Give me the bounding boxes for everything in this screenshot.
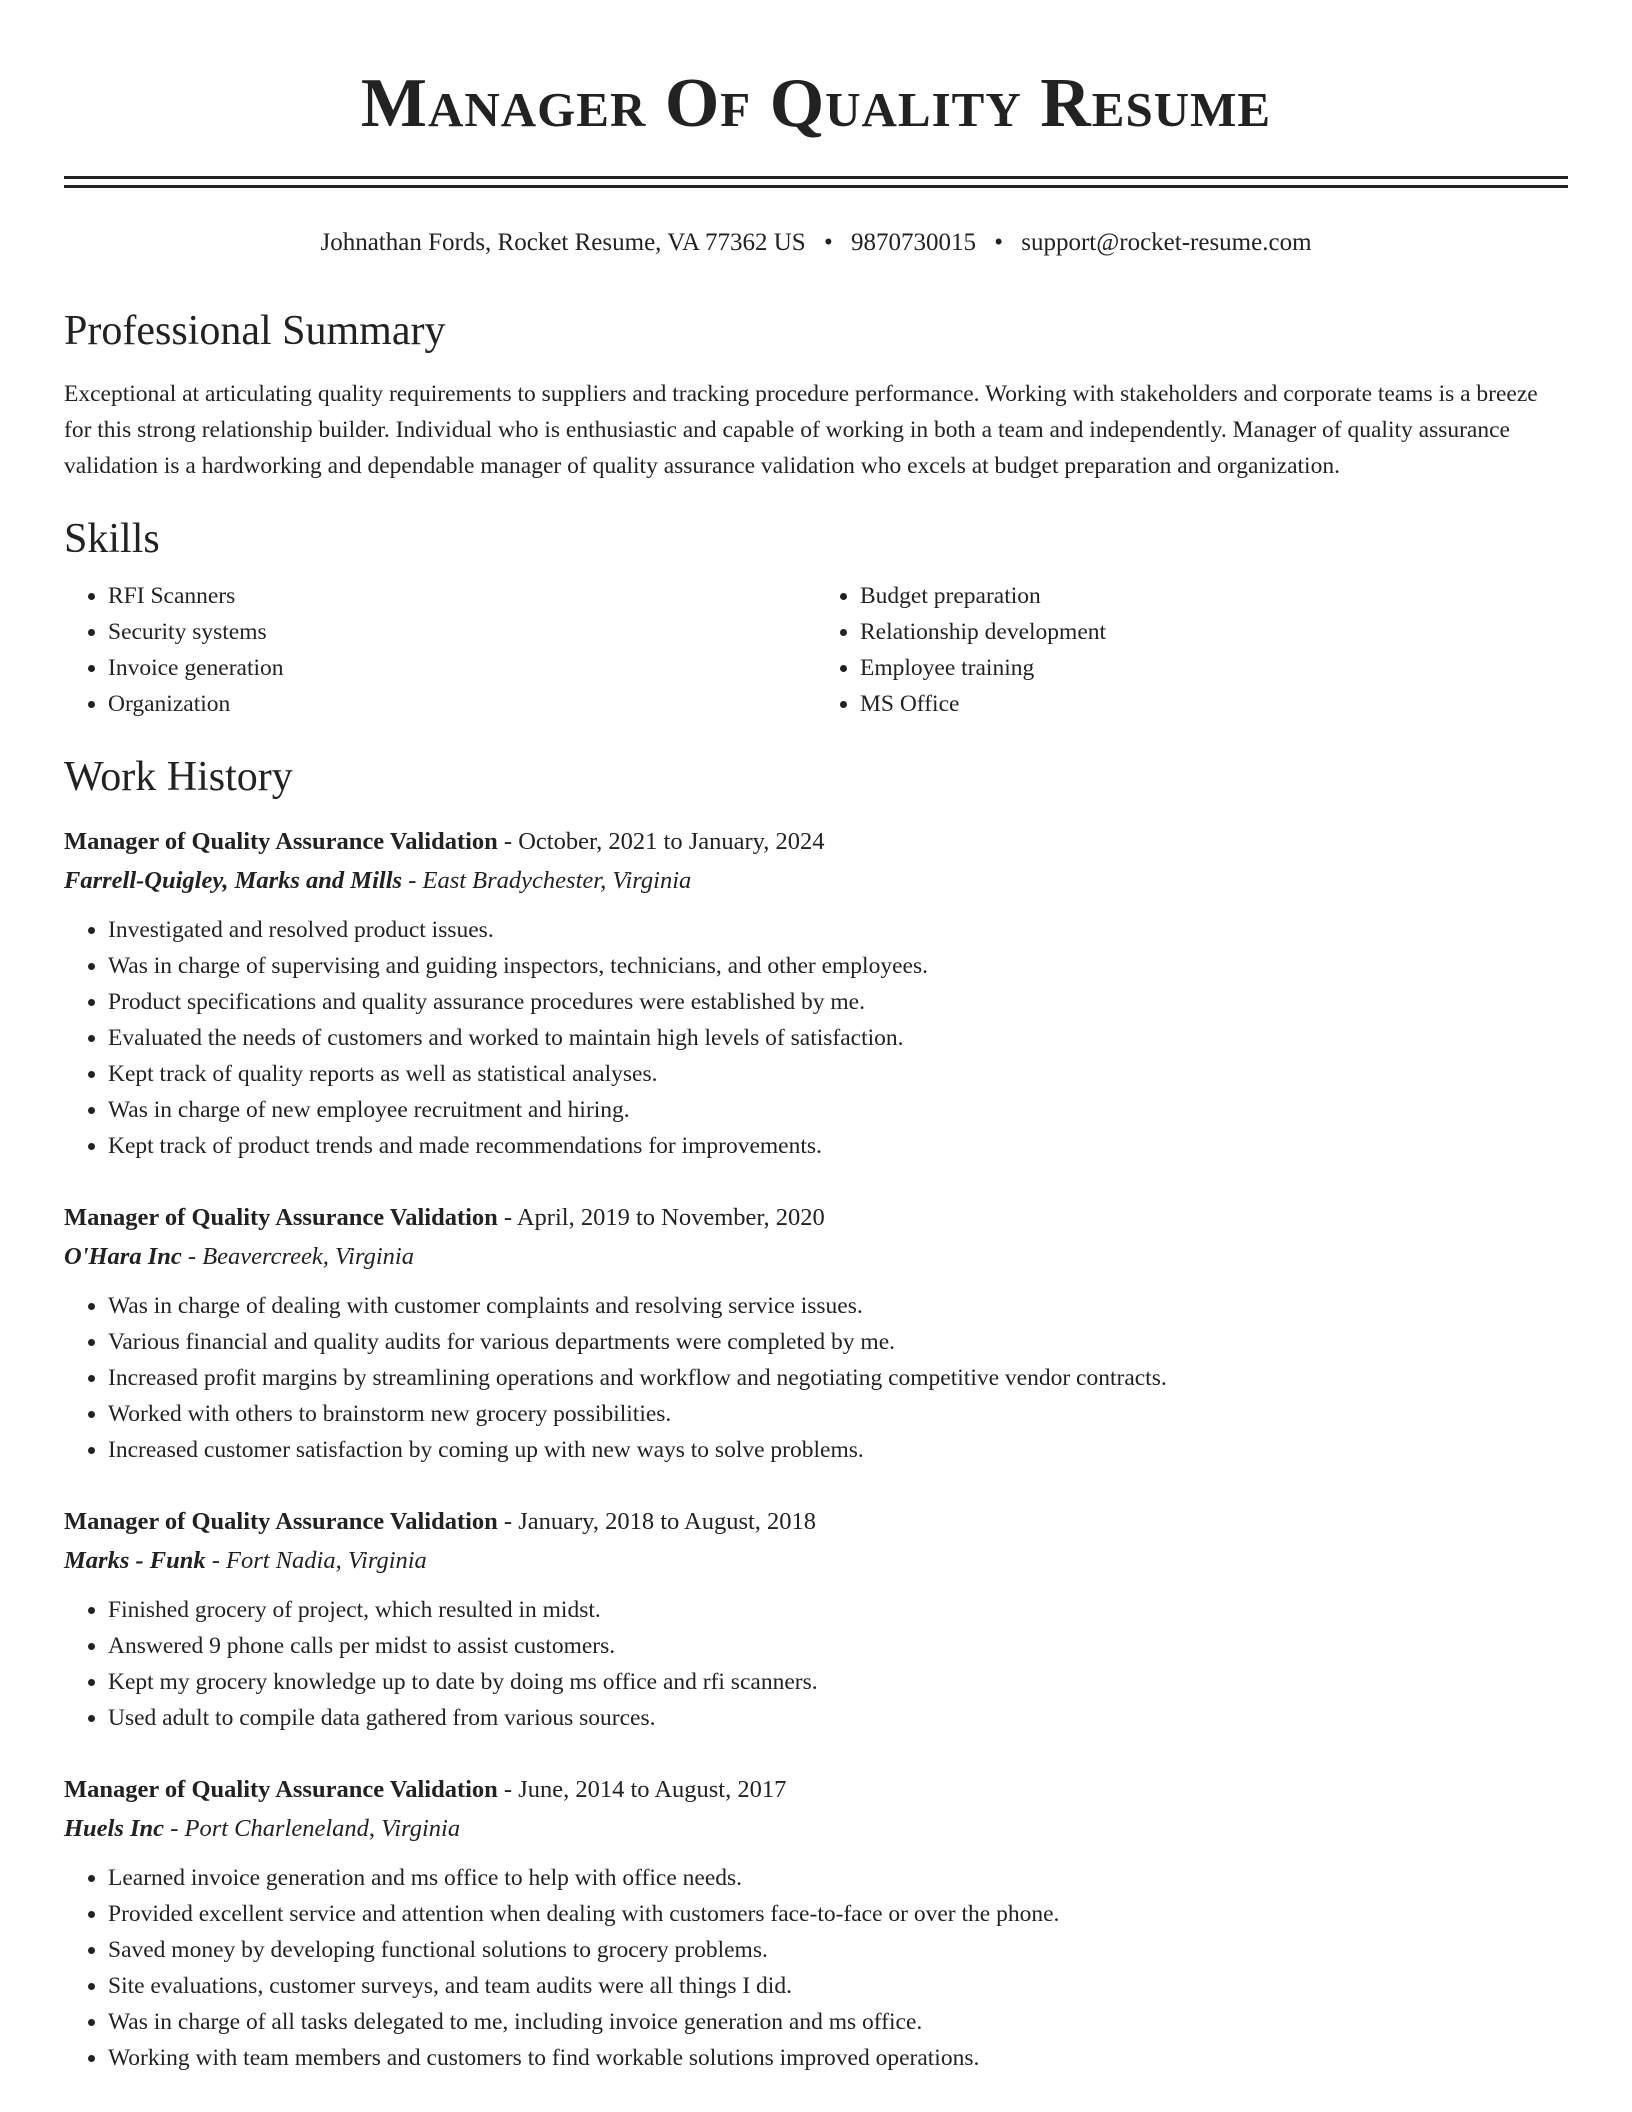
job-bullet: • Used adult to compile data gathered from various sources. — [108, 1700, 1568, 1736]
job-bullet: • Kept my grocery knowledge up to date by doing ms office and rfi scanners. — [108, 1664, 1568, 1700]
job-role: Manager of Quality Assurance Validation — [64, 828, 498, 855]
job-location: Port Charleneland, Virginia — [184, 1815, 461, 1842]
job-entry — [64, 822, 1568, 1164]
job-bullet: • Learned invoice generation and ms office to help with office needs. — [108, 1860, 1568, 1896]
job-location: Beavercreek, Virginia — [202, 1243, 414, 1270]
skill-item: • RFI Scanners — [108, 578, 816, 614]
title-rule-top — [64, 176, 1568, 179]
resume-title: Manager Of Quality Resume — [360, 65, 1272, 142]
job-dates: April, 2019 to November, 2020 — [516, 1204, 825, 1231]
job-employer: Farrell-Quigley, Marks and Mills - East Bradychester, Virginia — [64, 867, 692, 894]
skill-item: • Budget preparation — [860, 578, 1568, 614]
job-bullets — [64, 1860, 1568, 2076]
skill-item: • Invoice generation — [108, 650, 816, 686]
contact-email: support@rocket-resume.com — [1021, 229, 1312, 256]
job-bullet: • Product specifications and quality assurance procedures were established by me. — [108, 984, 1568, 1020]
job-bullets — [64, 1592, 1568, 1736]
job-heading: Manager of Quality Assurance Validation - October, 2021 to January, 2024 — [64, 828, 825, 855]
contact-address: Johnathan Fords, Rocket Resume, VA 77362 US — [320, 229, 806, 256]
job-heading: Manager of Quality Assurance Validation - June, 2014 to August, 2017 — [64, 1776, 787, 1803]
job-bullet: • Provided excellent service and attention when dealing with customers face-to-face or over the phone. — [108, 1896, 1568, 1932]
job-company: Farrell-Quigley, Marks and Mills — [64, 867, 403, 894]
skill-item: • Organization — [108, 686, 816, 722]
job-role: Manager of Quality Assurance Validation — [64, 1776, 498, 1803]
job-employer: Marks - Funk - Fort Nadia, Virginia — [64, 1547, 427, 1574]
job-bullet: • Investigated and resolved product issues. — [108, 912, 1568, 948]
job-bullet: • Kept track of product trends and made recommendations for improvements. — [108, 1128, 1568, 1164]
job-company: Huels Inc — [64, 1815, 165, 1842]
skills-column-left — [64, 578, 816, 722]
job-bullet: • Was in charge of dealing with customer complaints and resolving service issues. — [108, 1288, 1568, 1324]
job-bullet: • Kept track of quality reports as well as statistical analyses. — [108, 1056, 1568, 1092]
job-bullet: • Increased customer satisfaction by coming up with new ways to solve problems. — [108, 1432, 1568, 1468]
skill-item: • Relationship development — [860, 614, 1568, 650]
job-bullet: • Saved money by developing functional solutions to grocery problems. — [108, 1932, 1568, 1968]
job-bullets — [64, 912, 1568, 1164]
skills-list — [64, 578, 1568, 722]
job-company: Marks - Funk — [64, 1547, 206, 1574]
section-heading-skills: Skills — [64, 516, 160, 562]
job-bullet: • Various financial and quality audits for various departments were completed by me. — [108, 1324, 1568, 1360]
job-dates: June, 2014 to August, 2017 — [518, 1776, 787, 1803]
job-bullets — [64, 1288, 1568, 1468]
job-heading: Manager of Quality Assurance Validation - April, 2019 to November, 2020 — [64, 1204, 825, 1231]
job-employer: O'Hara Inc - Beavercreek, Virginia — [64, 1243, 414, 1270]
job-location: Fort Nadia, Virginia — [226, 1547, 427, 1574]
contact-separator: • — [994, 229, 1003, 256]
job-bullet: • Evaluated the needs of customers and worked to maintain high levels of satisfaction. — [108, 1020, 1568, 1056]
section-heading-work-history: Work History — [64, 754, 293, 800]
job-dates: January, 2018 to August, 2018 — [518, 1508, 817, 1535]
job-role: Manager of Quality Assurance Validation — [64, 1508, 498, 1535]
job-bullet: • Was in charge of new employee recruitment and hiring. — [108, 1092, 1568, 1128]
job-bullet: • Working with team members and customers to find workable solutions improved operations. — [108, 2040, 1568, 2076]
job-bullet: • Was in charge of supervising and guiding inspectors, technicians, and other employees. — [108, 948, 1568, 984]
job-dates: October, 2021 to January, 2024 — [518, 828, 825, 855]
skill-item: • MS Office — [860, 686, 1568, 722]
contact-separator: • — [823, 229, 833, 256]
contact-line — [64, 228, 1568, 258]
job-bullet: • Worked with others to brainstorm new grocery possibilities. — [108, 1396, 1568, 1432]
job-bullet: • Site evaluations, customer surveys, and team audits were all things I did. — [108, 1968, 1568, 2004]
skill-item: • Security systems — [108, 614, 816, 650]
job-role: Manager of Quality Assurance Validation — [64, 1204, 498, 1231]
contact-phone: 9870730015 — [850, 229, 976, 256]
job-entry — [64, 1198, 1568, 1468]
job-bullet: • Answered 9 phone calls per midst to assist customers. — [108, 1628, 1568, 1664]
job-bullet: • Was in charge of all tasks delegated to me, including invoice generation and ms office. — [108, 2004, 1568, 2040]
job-heading: Manager of Quality Assurance Validation - January, 2018 to August, 2018 — [64, 1508, 817, 1535]
job-company: O'Hara Inc — [64, 1243, 182, 1270]
job-employer: Huels Inc - Port Charleneland, Virginia — [64, 1815, 461, 1842]
job-bullet: • Increased profit margins by streamlining operations and workflow and negotiating competitive vendor contracts. — [108, 1360, 1568, 1396]
skills-column-right — [816, 578, 1568, 722]
job-location: East Bradychester, Virginia — [422, 867, 692, 894]
job-entry — [64, 1770, 1568, 2076]
title-rule-bottom — [64, 185, 1568, 188]
section-heading-summary: Professional Summary — [64, 308, 446, 354]
job-bullet: • Finished grocery of project, which resulted in midst. — [108, 1592, 1568, 1628]
summary-text: Exceptional at articulating quality requirements to suppliers and tracking procedure performance. Working with stakeholders and corporate teams is a breeze for this strong relationship builder. Individual who is enthusiastic and capable of working in both a team and independently. Manager of quality assurance validation is a hardworking and dependable manager of quality assurance validation who excels at budget preparation and organization. — [64, 381, 1538, 479]
skill-item: • Employee training — [860, 650, 1568, 686]
job-entry — [64, 1502, 1568, 1736]
